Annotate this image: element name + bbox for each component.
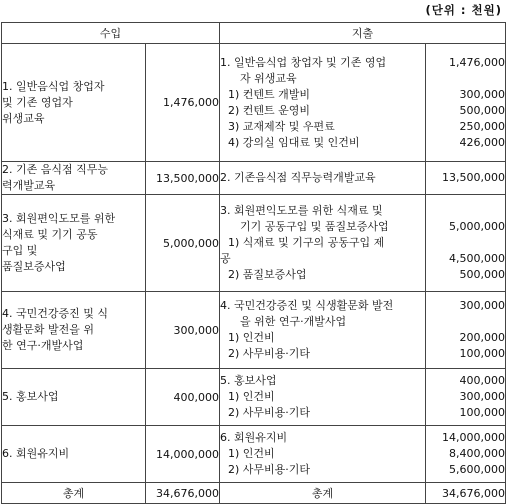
- expense-total-amount: 34,676,000: [426, 483, 506, 504]
- expense-item-line: 1) 인건비: [228, 331, 275, 344]
- expense-amount-line: [426, 235, 505, 251]
- expense-item: [220, 162, 426, 195]
- expense-amount-line: 13,500,000: [442, 171, 506, 184]
- expense-item-line: 2) 사무비용·기타: [228, 347, 311, 360]
- expense-item-line: 6. 회원유지비: [220, 431, 288, 444]
- expense-amount-line: 100,000: [459, 406, 506, 419]
- budget-table: [1, 22, 506, 504]
- expense-amount: [426, 44, 506, 162]
- expense-amount-line: 500,000: [459, 103, 506, 117]
- expense-amount-line: [426, 71, 505, 87]
- income-item-line: 구입 및: [2, 244, 38, 257]
- expense-item-line: 1) 인건비: [228, 390, 275, 403]
- income-item: [2, 369, 146, 426]
- expense-amount: [426, 162, 506, 195]
- income-item-line: 6. 회원유지비: [2, 447, 70, 460]
- expense-amount-line: 400,000: [459, 374, 506, 387]
- expense-amount-line: 5,600,000: [449, 463, 506, 476]
- expense-item-line: 5. 홍보사업: [220, 374, 277, 387]
- expense-total-label: 총계: [220, 483, 426, 504]
- expense-item-line: 1. 일반음식업 창업자 및 기존 영업: [220, 55, 387, 69]
- income-item: [2, 426, 146, 483]
- expense-amount-line: [426, 203, 505, 219]
- table-row: [2, 162, 506, 195]
- expense-amount-line: 300,000: [459, 390, 506, 403]
- expense-amount: [426, 369, 506, 426]
- income-item: [2, 162, 146, 195]
- income-item-line: 품질보증사업: [2, 260, 66, 273]
- expense-amount: [426, 195, 506, 292]
- expense-item: [220, 426, 426, 483]
- expense-amount-line: 5,000,000: [449, 220, 506, 233]
- income-item-line: 력개발교육: [2, 179, 56, 192]
- income-item-line: 위생교육: [2, 111, 45, 125]
- header-row: [2, 23, 506, 44]
- expense-amount-line: 14,000,000: [442, 431, 506, 444]
- income-item-line: 4. 국민건강증진 및 식: [2, 307, 108, 320]
- expense-amount-line: 8,400,000: [449, 447, 506, 460]
- expense-item: [220, 195, 426, 292]
- expense-item: [220, 292, 426, 369]
- income-amount: 5,000,000: [146, 195, 220, 292]
- expense-amount-line: 250,000: [459, 119, 506, 133]
- expense-item-line: 2) 사무비용·기타: [228, 406, 311, 419]
- expense-item-line: 4. 국민건강증진 및 식생활문화 발전: [220, 299, 394, 312]
- expense-amount-line: 500,000: [459, 268, 506, 281]
- expense-item-line: 4) 강의실 임대료 및 인건비: [228, 135, 360, 149]
- income-item: [2, 195, 146, 292]
- expense-item-line: 2. 기존음식점 직무능력개발교육: [220, 171, 376, 184]
- income-item-line: 2. 기존 음식점 직무능: [2, 163, 108, 176]
- expense-amount-line: 300,000: [459, 87, 506, 101]
- expense-item-line: 3. 회원편익도모를 위한 식재료 및: [220, 204, 383, 217]
- expense-item-line: 기기 공동구입 및 품질보증사업: [240, 220, 389, 233]
- expense-amount-line: 426,000: [459, 135, 506, 149]
- expense-item-line: 2) 사무비용·기타: [228, 463, 311, 476]
- income-amount: 13,500,000: [146, 162, 220, 195]
- income-amount: 400,000: [146, 369, 220, 426]
- table-row: [2, 44, 506, 162]
- income-item-line: 5. 홍보사업: [2, 390, 59, 403]
- expense-item-line: 1) 컨텐트 개발비: [228, 87, 311, 101]
- table-row: [2, 292, 506, 369]
- income-header: 수입: [2, 23, 220, 44]
- income-item-line: 및 기존 영업자: [2, 95, 73, 109]
- income-amount: 1,476,000: [146, 44, 220, 162]
- income-amount: 14,000,000: [146, 426, 220, 483]
- table-row: [2, 426, 506, 483]
- expense-amount-line: 1,476,000: [449, 55, 506, 69]
- expense-item-line: 3) 교재제작 및 우편료: [228, 119, 335, 133]
- income-item-line: 1. 일반음식업 창업자: [2, 79, 105, 93]
- income-item-line: 식재료 및 기기 공동: [2, 228, 98, 241]
- income-total-label: 총계: [2, 483, 146, 504]
- total-row: [2, 483, 506, 504]
- table-row: [2, 369, 506, 426]
- expense-item: [220, 369, 426, 426]
- income-item-line: 한 연구·개발사업: [2, 339, 84, 352]
- expense-item: [220, 44, 426, 162]
- income-item-line: 생활문화 발전을 위: [2, 323, 95, 336]
- expense-amount-line: 100,000: [459, 347, 506, 360]
- income-item: [2, 44, 146, 162]
- expense-item-line: 1) 인건비: [228, 447, 275, 460]
- income-item-line: 3. 회원편익도모를 위한: [2, 212, 116, 225]
- expense-item-line: 1) 식재료 및 기구의 공동구입 제: [228, 236, 385, 249]
- expense-amount-line: 300,000: [459, 299, 506, 312]
- unit-label: (단위 : 천원): [425, 3, 502, 17]
- expense-item-line: 자 위생교육: [240, 71, 297, 85]
- expense-item-line: 2) 품질보증사업: [228, 268, 307, 281]
- expense-item-line: 을 위한 연구·개발사업: [240, 315, 347, 328]
- income-total-amount: 34,676,000: [146, 483, 220, 504]
- expense-header: 지출: [220, 23, 506, 44]
- income-item: [2, 292, 146, 369]
- expense-amount: [426, 426, 506, 483]
- expense-amount-line: 4,500,000: [449, 252, 506, 265]
- expense-amount-line: [426, 314, 505, 330]
- expense-item-line: 2) 컨텐트 운영비: [228, 103, 311, 117]
- table-row: [2, 195, 506, 292]
- income-amount: 300,000: [146, 292, 220, 369]
- expense-amount: [426, 292, 506, 369]
- expense-item-line: 공: [220, 252, 231, 265]
- expense-amount-line: 200,000: [459, 331, 506, 344]
